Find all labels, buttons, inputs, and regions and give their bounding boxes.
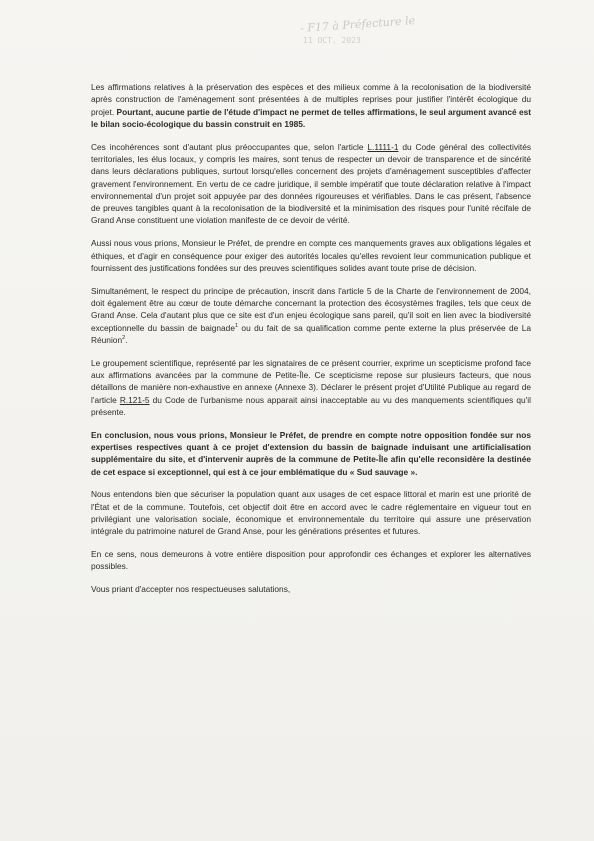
paragraph-1-emphasis: Pourtant, aucune partie de l'étude d'impact ne permet de telles affirmations, le seul argument avancé est le bilan socio-écologique du bassin construit en 1985. — [91, 106, 531, 129]
footnote-marker-2: 2 — [122, 335, 126, 342]
paragraph-2: Ces incohérences sont d'autant plus préoccupantes que, selon l'article L.1111-1 du Code général des collectivités territoriales, les élus locaux, y compris les maires, sont tenus de respecter un devoir de transparence et de sincérité dans leurs déclarations publiques, surtout lorsqu'elles concernent des projets d'aménagement susceptibles d'affecter gravement l'environnement. En vertu de ce cadre juridique, il semble impératif que toute déclaration relative à l'impact environnemental d'un projet soit appuyée par des données rigoureuses et vérifiables. Dans le cas présent, l'absence de preuves tangibles quant à la recolonisation de la biodiversité et la minimisation des risques pour l'unité récifale de Grand Anse constituent une violation manifeste de ce devoir de vérité. — [91, 141, 532, 226]
date-stamp: 11 OCT. 2023 — [303, 36, 361, 45]
paragraph-5: Le groupement scientifique, représenté par les signataires de ce présent courrier, exprime un scepticisme profond face aux affirmations avancées par la commune de Petite-Île. Ce scepticisme repose sur plusieurs facteurs, que nous détaillons de manière non-exhaustive en annexe (Annexe 3). Déclarer le présent projet d'Utilité Publique au regard de l'article R.121-5 du Code de l'urbanisme nous apparait ainsi inacceptable au vu des manquements scientifiques qu'il présente. — [91, 357, 531, 417]
paragraph-4: Simultanément, le respect du principe de précaution, inscrit dans l'article 5 de la Charte de l'environnement de 2004, doit également être au cœur de toute démarche concernant la protection des écosystèmes fragiles, tels que ceux de Grand Anse. Cela d'autant plus que ce site est d'un enjeu écologique sans pareil, qu'il soit en lien avec la biodiversité exceptionnelle du bassin de baignade$^1$ ou du fait de sa qualification comme pente externe la plus préservée de La Réunion$^2$. — [91, 285, 531, 345]
paragraph-8: En ce sens, nous demeurons à votre entière disposition pour approfondir ces échanges et explorer les alternatives possibles. — [91, 549, 531, 572]
paragraph-6-conclusion: En conclusion, nous vous prions, Monsieur le Préfet, de prendre en compte notre opposition fondée sur nos expertises respectives quant à ce projet d'extension du bassin de baignade induisant une artificialisation supplémentaire du site, et d'intervenir auprès de la commune de Petite-Île afin qu'elle reconsidère la destinée de cet espace si exceptionnel, qui est à ce jour emblématique du « Sud sauvage ». — [91, 429, 531, 477]
paragraph-3: Aussi nous vous prions, Monsieur le Préfet, de prendre en compte ces manquements graves aux obligations légales et éthiques, et d'agir en conséquence pour exiger des autorités locales qu'elles revoient leur communication publique et fournissent des justifications fondées sur des preuves scientifiques solides avant toute prise de décision. — [91, 238, 531, 273]
legal-reference-r121-5: R.121-5 — [119, 394, 150, 405]
footnote-marker-1: 1 — [234, 322, 239, 329]
paragraph-7: Nous entendons bien que sécuriser la population quant aux usages de cet espace littoral et marin est une priorité de l'État et de la commune. Toutefois, cet objectif doit être en accord avec le cadre réglementaire en vigueur tout en privilégiant une valorisation sociale, économique et environnementale du territoire qui assure une préservation intégrale du patrimoine naturel de Grand Anse, pour les générations présentes et futures. — [91, 489, 531, 537]
handwritten-note: - F17 à Préfecture le — [299, 14, 416, 35]
paragraph-1: Les affirmations relatives à la préservation des espèces et des milieux comme à la recolonisation de la biodiversité après construction de l'aménagement sont présentées à de multiples reprises pour justifier l'intérêt écologique du projet. Pourtant, aucune partie de l'étude d'impact ne permet de telles affirmations, le seul argument avancé est le bilan socio-écologique du bassin construit en 1985. — [91, 82, 531, 129]
legal-reference-l1111-1: L.1111-1 — [367, 141, 399, 152]
letter-body — [91, 81, 531, 606]
closing-salutation: Vous priant d'accepter nos respectueuses salutations, — [91, 584, 291, 595]
